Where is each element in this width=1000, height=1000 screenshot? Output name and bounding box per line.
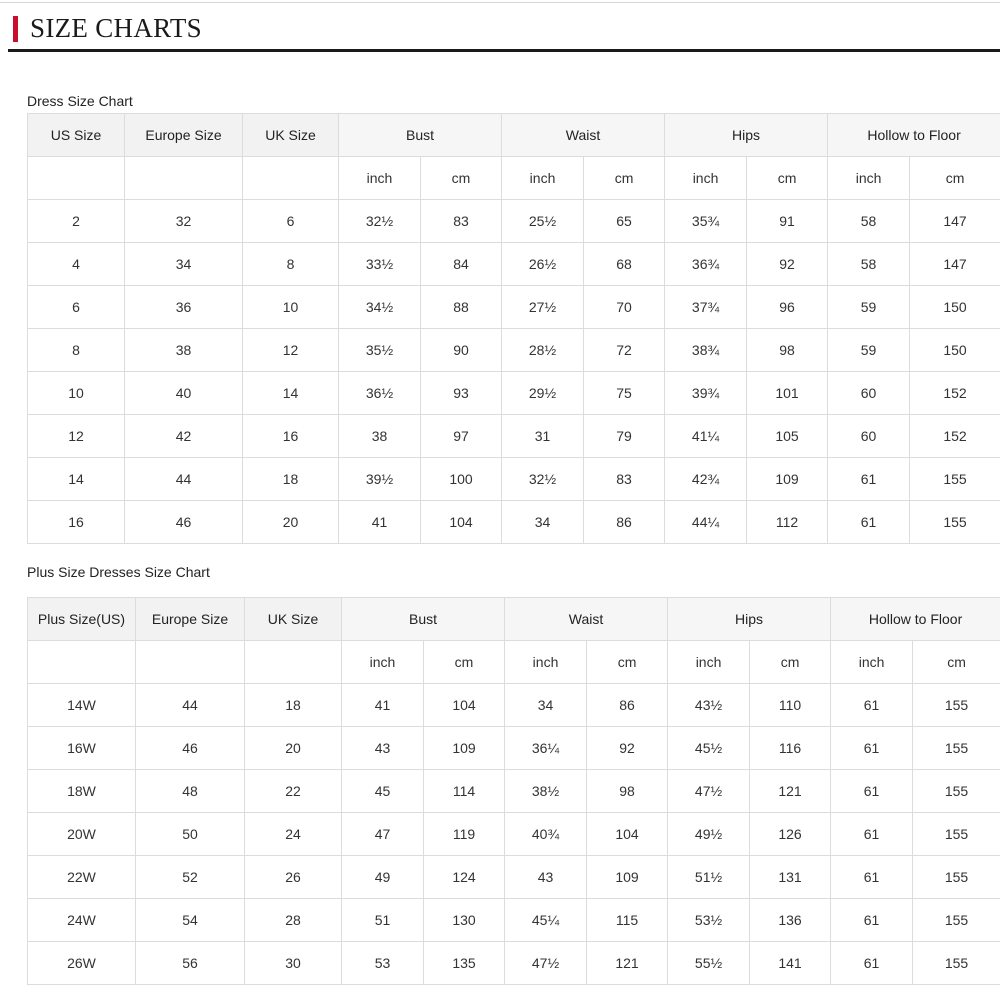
table-cell: 109 <box>587 856 668 899</box>
table-cell: 65 <box>584 200 665 243</box>
units-row <box>28 641 1000 684</box>
plus-chart-title: Plus Size Dresses Size Chart <box>27 564 210 580</box>
column-header: Hips <box>668 598 831 641</box>
table-cell: 28 <box>245 899 342 942</box>
table-cell: 25½ <box>502 200 584 243</box>
table-row <box>28 684 1000 727</box>
column-header: Hollow to Floor <box>828 114 1000 157</box>
table-cell: 40 <box>125 372 243 415</box>
table-cell: 109 <box>424 727 505 770</box>
table-cell: 2 <box>28 200 125 243</box>
column-header: Europe Size <box>125 114 243 157</box>
table-cell: 97 <box>421 415 502 458</box>
header-row <box>28 114 1000 157</box>
table-cell: 130 <box>424 899 505 942</box>
table-cell: 92 <box>587 727 668 770</box>
table-cell: 26½ <box>502 243 584 286</box>
unit-cell: inch <box>668 641 750 684</box>
table-cell: 131 <box>750 856 831 899</box>
table-cell: 147 <box>910 243 1000 286</box>
table-cell: 36½ <box>339 372 421 415</box>
table-cell: 10 <box>243 286 339 329</box>
table-cell: 59 <box>828 329 910 372</box>
table-cell: 38 <box>125 329 243 372</box>
table-cell: 16 <box>243 415 339 458</box>
table-cell: 4 <box>28 243 125 286</box>
table-cell: 20 <box>245 727 342 770</box>
table-cell: 32 <box>125 200 243 243</box>
table-cell: 136 <box>750 899 831 942</box>
table-cell: 12 <box>243 329 339 372</box>
table-row <box>28 856 1000 899</box>
table-cell: 61 <box>831 684 913 727</box>
table-cell: 116 <box>750 727 831 770</box>
unit-cell: inch <box>505 641 587 684</box>
table-cell: 42¾ <box>665 458 747 501</box>
unit-cell: cm <box>424 641 505 684</box>
column-header: UK Size <box>243 114 339 157</box>
table-cell: 14 <box>243 372 339 415</box>
table-cell: 47½ <box>668 770 750 813</box>
table-cell: 41 <box>339 501 421 544</box>
table-cell: 29½ <box>502 372 584 415</box>
table-cell: 152 <box>910 372 1000 415</box>
table-row <box>28 458 1000 501</box>
table-cell: 47½ <box>505 942 587 985</box>
table-cell: 35¾ <box>665 200 747 243</box>
table-cell: 43½ <box>668 684 750 727</box>
table-cell: 68 <box>584 243 665 286</box>
table-cell: 38¾ <box>665 329 747 372</box>
table-cell: 155 <box>913 942 1000 985</box>
table-row <box>28 243 1000 286</box>
table-cell: 31 <box>502 415 584 458</box>
table-cell: 51½ <box>668 856 750 899</box>
table-cell: 104 <box>587 813 668 856</box>
table-cell: 61 <box>831 813 913 856</box>
table-cell: 33½ <box>339 243 421 286</box>
table-row <box>28 329 1000 372</box>
table-cell: 54 <box>136 899 245 942</box>
table-cell: 8 <box>243 243 339 286</box>
table-cell: 39¾ <box>665 372 747 415</box>
table-cell: 28½ <box>502 329 584 372</box>
unit-cell: inch <box>502 157 584 200</box>
table-cell: 155 <box>913 684 1000 727</box>
table-cell: 150 <box>910 329 1000 372</box>
table-cell: 100 <box>421 458 502 501</box>
table-cell: 104 <box>424 684 505 727</box>
table-cell: 121 <box>587 942 668 985</box>
column-header: Bust <box>342 598 505 641</box>
table-cell: 49 <box>342 856 424 899</box>
table-row <box>28 372 1000 415</box>
empty-cell <box>245 641 342 684</box>
table-cell: 36¼ <box>505 727 587 770</box>
column-header: Waist <box>505 598 668 641</box>
table-cell: 112 <box>747 501 828 544</box>
empty-cell <box>136 641 245 684</box>
table-cell: 135 <box>424 942 505 985</box>
table-cell: 39½ <box>339 458 421 501</box>
table-cell: 48 <box>136 770 245 813</box>
table-cell: 26 <box>245 856 342 899</box>
unit-cell: cm <box>587 641 668 684</box>
table-cell: 155 <box>910 501 1000 544</box>
table-cell: 32½ <box>339 200 421 243</box>
table-cell: 44 <box>125 458 243 501</box>
table-cell: 40¾ <box>505 813 587 856</box>
table-cell: 45¼ <box>505 899 587 942</box>
column-header: Hips <box>665 114 828 157</box>
table-cell: 86 <box>587 684 668 727</box>
table-cell: 61 <box>828 458 910 501</box>
table-cell: 49½ <box>668 813 750 856</box>
table-cell: 84 <box>421 243 502 286</box>
table-cell: 61 <box>831 727 913 770</box>
table-cell: 35½ <box>339 329 421 372</box>
table-cell: 42 <box>125 415 243 458</box>
table-cell: 47 <box>342 813 424 856</box>
empty-cell <box>28 157 125 200</box>
dress-size-table-body <box>28 114 1000 544</box>
table-cell: 16 <box>28 501 125 544</box>
table-cell: 18 <box>243 458 339 501</box>
unit-cell: cm <box>747 157 828 200</box>
table-cell: 46 <box>125 501 243 544</box>
table-cell: 104 <box>421 501 502 544</box>
table-cell: 34½ <box>339 286 421 329</box>
table-cell: 6 <box>28 286 125 329</box>
table-row <box>28 286 1000 329</box>
table-cell: 53 <box>342 942 424 985</box>
table-cell: 141 <box>750 942 831 985</box>
table-cell: 105 <box>747 415 828 458</box>
table-cell: 36 <box>125 286 243 329</box>
table-cell: 150 <box>910 286 1000 329</box>
table-cell: 46 <box>136 727 245 770</box>
dress-chart-title: Dress Size Chart <box>27 93 133 109</box>
plus-size-table <box>27 597 1000 985</box>
plus-size-table-body <box>28 598 1000 985</box>
table-cell: 126 <box>750 813 831 856</box>
table-cell: 61 <box>831 899 913 942</box>
table-cell: 101 <box>747 372 828 415</box>
table-cell: 61 <box>831 770 913 813</box>
table-cell: 155 <box>913 899 1000 942</box>
table-cell: 109 <box>747 458 828 501</box>
table-row <box>28 200 1000 243</box>
table-cell: 24W <box>28 899 136 942</box>
unit-cell: cm <box>750 641 831 684</box>
top-divider <box>0 2 1000 3</box>
empty-cell <box>28 641 136 684</box>
table-cell: 30 <box>245 942 342 985</box>
table-cell: 8 <box>28 329 125 372</box>
page-title: SIZE CHARTS <box>30 13 202 43</box>
unit-cell: inch <box>831 641 913 684</box>
table-cell: 155 <box>913 856 1000 899</box>
unit-cell: cm <box>910 157 1000 200</box>
units-row <box>28 157 1000 200</box>
table-cell: 61 <box>831 942 913 985</box>
table-cell: 83 <box>584 458 665 501</box>
table-cell: 41 <box>342 684 424 727</box>
table-cell: 43 <box>342 727 424 770</box>
table-cell: 93 <box>421 372 502 415</box>
unit-cell: inch <box>342 641 424 684</box>
table-cell: 18 <box>245 684 342 727</box>
table-cell: 152 <box>910 415 1000 458</box>
header-row <box>28 598 1000 641</box>
table-cell: 36¾ <box>665 243 747 286</box>
table-cell: 155 <box>913 770 1000 813</box>
table-cell: 92 <box>747 243 828 286</box>
table-cell: 34 <box>502 501 584 544</box>
table-cell: 98 <box>747 329 828 372</box>
column-header: Waist <box>502 114 665 157</box>
page-header <box>0 4 1000 52</box>
table-cell: 12 <box>28 415 125 458</box>
table-cell: 51 <box>342 899 424 942</box>
table-cell: 10 <box>28 372 125 415</box>
table-cell: 61 <box>828 501 910 544</box>
table-cell: 38 <box>339 415 421 458</box>
table-cell: 88 <box>421 286 502 329</box>
table-cell: 44 <box>136 684 245 727</box>
table-cell: 124 <box>424 856 505 899</box>
table-cell: 6 <box>243 200 339 243</box>
table-cell: 32½ <box>502 458 584 501</box>
table-cell: 79 <box>584 415 665 458</box>
table-cell: 38½ <box>505 770 587 813</box>
table-cell: 114 <box>424 770 505 813</box>
table-cell: 96 <box>747 286 828 329</box>
table-cell: 34 <box>125 243 243 286</box>
unit-cell: inch <box>665 157 747 200</box>
dress-size-table <box>27 113 1000 544</box>
table-row <box>28 942 1000 985</box>
table-cell: 14W <box>28 684 136 727</box>
column-header: Hollow to Floor <box>831 598 1000 641</box>
empty-cell <box>125 157 243 200</box>
empty-cell <box>243 157 339 200</box>
table-cell: 53½ <box>668 899 750 942</box>
table-row <box>28 727 1000 770</box>
table-cell: 55½ <box>668 942 750 985</box>
table-cell: 22 <box>245 770 342 813</box>
table-cell: 18W <box>28 770 136 813</box>
table-cell: 56 <box>136 942 245 985</box>
table-cell: 43 <box>505 856 587 899</box>
table-cell: 44¼ <box>665 501 747 544</box>
table-row <box>28 770 1000 813</box>
unit-cell: cm <box>913 641 1000 684</box>
table-cell: 59 <box>828 286 910 329</box>
column-header: US Size <box>28 114 125 157</box>
table-cell: 155 <box>910 458 1000 501</box>
table-cell: 14 <box>28 458 125 501</box>
unit-cell: cm <box>421 157 502 200</box>
table-cell: 98 <box>587 770 668 813</box>
table-cell: 45 <box>342 770 424 813</box>
table-cell: 75 <box>584 372 665 415</box>
table-cell: 147 <box>910 200 1000 243</box>
table-cell: 110 <box>750 684 831 727</box>
table-cell: 70 <box>584 286 665 329</box>
column-header: Plus Size(US) <box>28 598 136 641</box>
table-row <box>28 813 1000 856</box>
table-cell: 52 <box>136 856 245 899</box>
table-cell: 50 <box>136 813 245 856</box>
column-header: Bust <box>339 114 502 157</box>
table-cell: 16W <box>28 727 136 770</box>
accent-bar <box>13 16 18 42</box>
table-cell: 27½ <box>502 286 584 329</box>
table-cell: 58 <box>828 243 910 286</box>
table-cell: 22W <box>28 856 136 899</box>
column-header: UK Size <box>245 598 342 641</box>
table-cell: 24 <box>245 813 342 856</box>
unit-cell: cm <box>584 157 665 200</box>
table-cell: 20 <box>243 501 339 544</box>
table-row <box>28 501 1000 544</box>
table-cell: 91 <box>747 200 828 243</box>
header-rule <box>8 49 1000 52</box>
table-cell: 58 <box>828 200 910 243</box>
table-row <box>28 899 1000 942</box>
table-cell: 119 <box>424 813 505 856</box>
table-cell: 60 <box>828 372 910 415</box>
table-cell: 155 <box>913 813 1000 856</box>
table-cell: 90 <box>421 329 502 372</box>
column-header: Europe Size <box>136 598 245 641</box>
table-cell: 60 <box>828 415 910 458</box>
table-cell: 20W <box>28 813 136 856</box>
table-cell: 34 <box>505 684 587 727</box>
table-cell: 115 <box>587 899 668 942</box>
table-cell: 121 <box>750 770 831 813</box>
table-cell: 72 <box>584 329 665 372</box>
table-cell: 155 <box>913 727 1000 770</box>
table-cell: 26W <box>28 942 136 985</box>
table-cell: 45½ <box>668 727 750 770</box>
table-cell: 86 <box>584 501 665 544</box>
unit-cell: inch <box>828 157 910 200</box>
table-cell: 83 <box>421 200 502 243</box>
table-cell: 37¾ <box>665 286 747 329</box>
unit-cell: inch <box>339 157 421 200</box>
table-row <box>28 415 1000 458</box>
table-cell: 61 <box>831 856 913 899</box>
table-cell: 41¼ <box>665 415 747 458</box>
